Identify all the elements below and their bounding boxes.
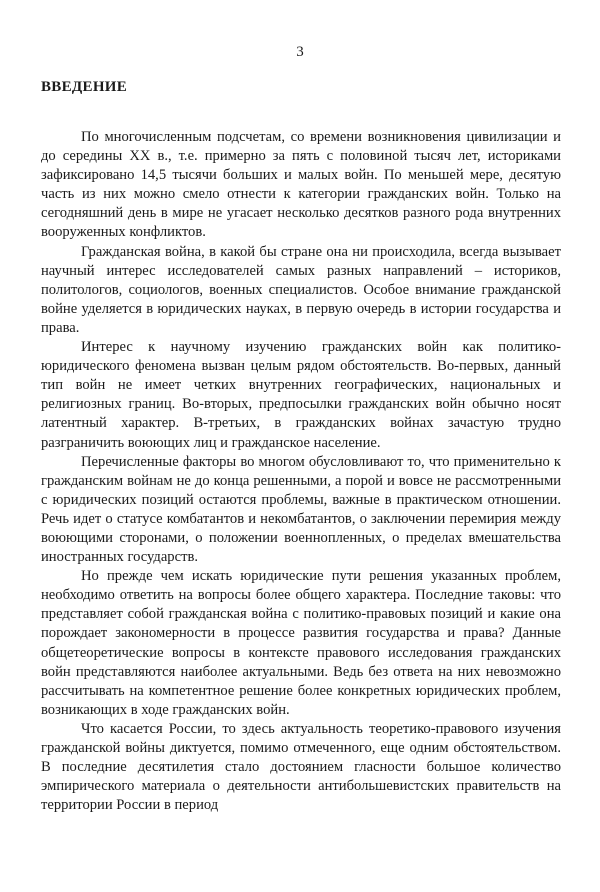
body-text xyxy=(41,128,561,815)
page-number: 3 xyxy=(296,44,304,60)
paragraph: Перечисленные факторы во многом обусловливают то, что применительно к гражданским войнам не до конца решенными, а порой и вовсе не рассмотренными с юридических позиций остаются проблемы, важные в практическом отношении. Речь идет о статусе комбатантов и некомбатантов, о заключении перемирия между воюющими сторонами, о положении военнопленных, о пределах вмешательства иностранных государств. xyxy=(41,453,561,566)
section-heading: ВВЕДЕНИЕ xyxy=(41,79,128,95)
paragraph: Что касается России, то здесь актуальность теоретико-правового изучения гражданской войны диктуется, помимо отмеченного, еще одним обстоятельством. В последние десятилетия стало достоянием гласности большое количество эмпирического материала о деятельности антибольшевистских правительств на территории России в период xyxy=(41,720,561,814)
paragraph: Гражданская война, в какой бы стране она ни происходила, всегда вызывает научный интерес исследователей самых разных направлений – историков, политологов, социологов, военных специалистов. Особое внимание гражданской войне уделяется в юридических науках, в первую очередь в истории государства и права. xyxy=(41,243,561,336)
paragraph: Но прежде чем искать юридические пути решения указанных проблем, необходимо ответить на вопросы более общего характера. Последние таковы: что представляет собой гражданская война с политико-правовых позиций и какие она порождает закономерности в процессе развития государства и права? Данные общетеоретические вопросы в контексте правового исследования гражданских войн представляются наиболее актуальными. Ведь без ответа на них невозможно рассчитывать на компетентное решение более конкретных юридических проблем, возникающих в ходе гражданских войн. xyxy=(41,568,561,718)
paragraph: Интерес к научному изучению гражданских войн как политико-юридического феномена вызван целым рядом обстоятельств. Во-первых, данный тип войн не имеет четких внутренних географических, национальных и религиозных границ. Во-вторых, предпосылки гражданских войн обычно носят латентный характер. В-третьих, в гражданских войнах зачастую трудно разграничить воюющих лиц и гражданское население. xyxy=(41,339,561,451)
paragraph: По многочисленным подсчетам, со времени возникновения цивилизации и до середины XX в., т.е. примерно за пять с половиной тысяч лет, историками зафиксировано 14,5 тысячи больших и малых войн. По меньшей мере, десятую часть из них можно смело отнести к категории гражданских войн. Только на сегодняшний день в мире не угасает несколько десятков разного рода внутренних вооруженных конфликтов. xyxy=(41,129,561,241)
